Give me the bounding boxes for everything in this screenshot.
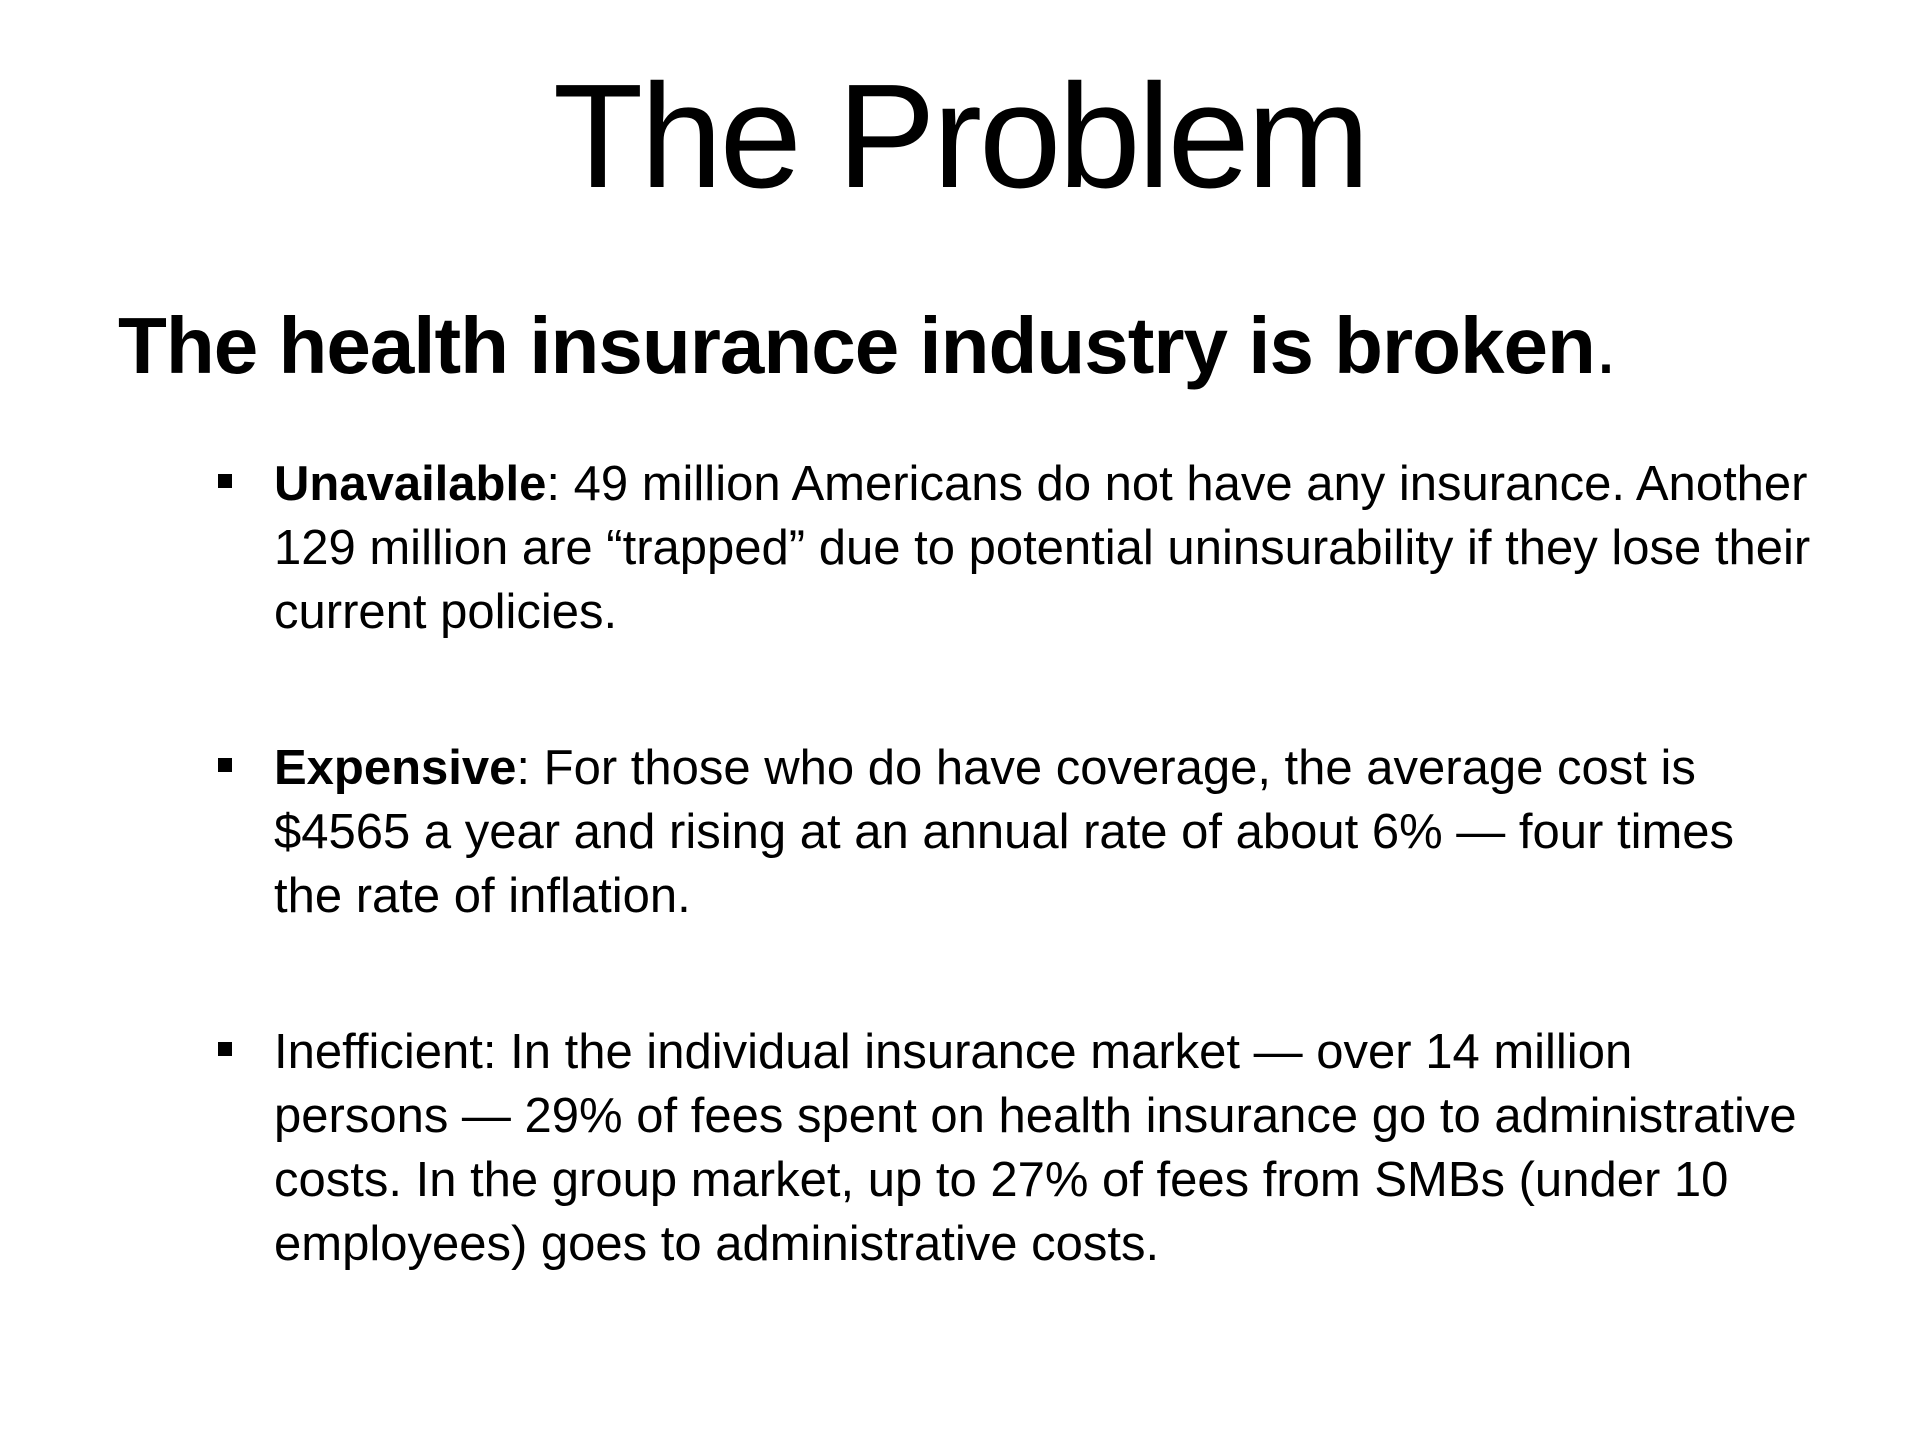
bullet-list: [0, 452, 1920, 1368]
bullet-separator: :: [546, 457, 560, 511]
bullet-text: 49 million Americans do not have any insurance. Another 129 million are “trapped” due to potential uninsurability if they lose their current policies.: [274, 457, 1811, 639]
bullet-unavailable: [0, 452, 1814, 644]
bullet-term: Expensive: [274, 741, 517, 795]
bullet-text: In the individual insurance market — over 14 million persons — 29% of fees spent on health insurance go to administrative costs. In the group market, up to 27% of fees from SMBs (under 10 employees) goes to administrative costs.: [274, 1025, 1797, 1271]
bullet-inefficient: [0, 1020, 1814, 1276]
bullet-expensive: [0, 736, 1814, 928]
square-bullet-icon: [218, 1042, 232, 1056]
square-bullet-icon: [218, 474, 232, 488]
subtitle-text: The health insurance industry is broken: [118, 301, 1595, 390]
bullet-separator: :: [516, 741, 531, 795]
bullet-term: Unavailable: [274, 457, 547, 511]
slide-title: The Problem: [552, 54, 1368, 219]
bullet-text: For those who do have coverage, the average cost is $4565 a year and rising at an annual rate of about 6% — four times the rate of inflation.: [274, 741, 1735, 923]
square-bullet-icon: [218, 758, 232, 772]
subtitle-period: .: [1594, 301, 1617, 390]
slide-subtitle: [118, 298, 1616, 394]
bullet-separator: :: [482, 1025, 497, 1079]
bullet-term: Inefficient: [274, 1025, 483, 1079]
